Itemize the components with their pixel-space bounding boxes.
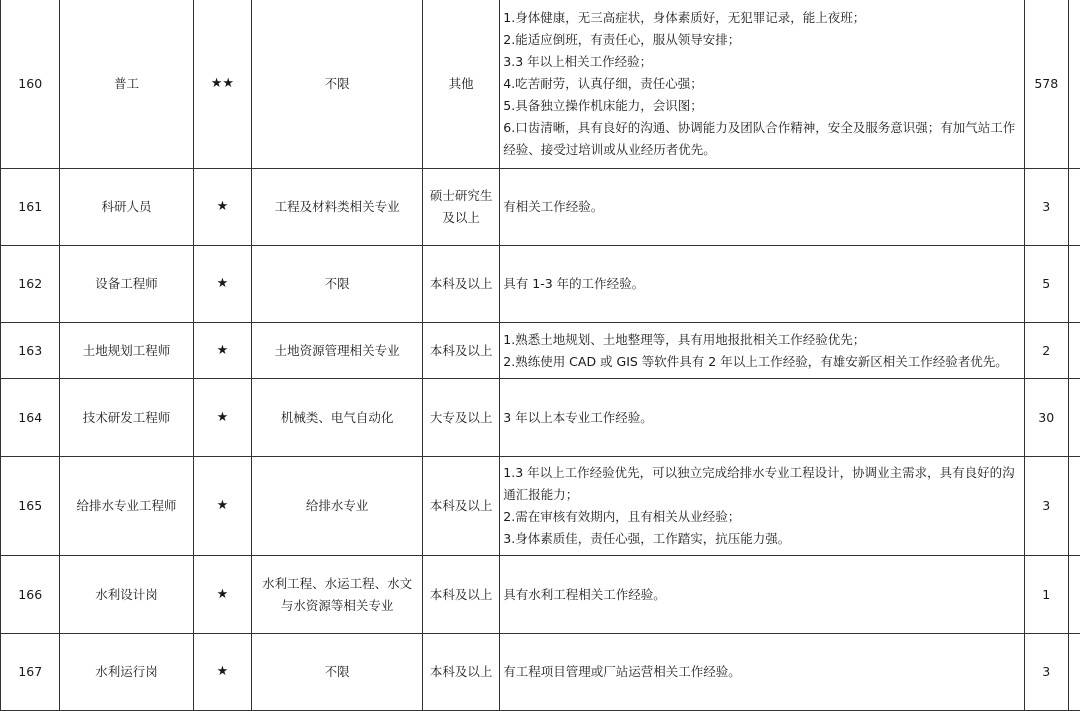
row-id: 165 [1,457,60,556]
star-rating: ★ [193,169,251,246]
education-requirement: 本科及以上 [423,556,500,634]
truncated-column [1068,169,1080,246]
education-requirement: 其他 [423,0,500,169]
education-requirement: 本科及以上 [423,246,500,323]
headcount: 578 [1024,0,1068,169]
major-requirement: 机械类、电气自动化 [252,379,423,457]
job-title: 土地规划工程师 [60,323,193,379]
major-requirement: 水利工程、水运工程、水文与水资源等相关专业 [252,556,423,634]
job-requirements [500,169,1025,246]
requirement-line: 2.需在审核有效期内，且有相关从业经验； [503,506,1021,528]
education-requirement: 本科及以上 [423,634,500,711]
major-requirement: 给排水专业 [252,457,423,556]
job-requirements [500,457,1025,556]
truncated-column [1068,556,1080,634]
job-requirements [500,0,1025,169]
star-rating: ★ [193,634,251,711]
truncated-column [1068,0,1080,169]
requirement-line: 3 年以上本专业工作经验。 [503,407,1021,429]
headcount: 5 [1024,246,1068,323]
truncated-column [1068,246,1080,323]
table-row [1,556,1080,634]
major-requirement: 土地资源管理相关专业 [252,323,423,379]
table-row [1,0,1080,169]
requirement-line: 有工程项目管理或厂站运营相关工作经验。 [503,661,1021,683]
row-id: 163 [1,323,60,379]
job-requirements [500,323,1025,379]
major-requirement: 不限 [252,634,423,711]
star-rating: ★ [193,246,251,323]
table-row [1,246,1080,323]
headcount: 3 [1024,457,1068,556]
requirement-line: 4.吃苦耐劳，认真仔细，责任心强； [503,73,1021,95]
row-id: 164 [1,379,60,457]
row-id: 166 [1,556,60,634]
truncated-column [1068,634,1080,711]
job-requirements [500,634,1025,711]
education-requirement: 本科及以上 [423,457,500,556]
star-rating: ★ [193,323,251,379]
table-row [1,634,1080,711]
major-requirement: 工程及材料类相关专业 [252,169,423,246]
star-rating: ★ [193,379,251,457]
requirement-line: 3.3 年以上相关工作经验； [503,51,1021,73]
headcount: 30 [1024,379,1068,457]
job-title: 水利设计岗 [60,556,193,634]
job-requirements [500,379,1025,457]
job-requirements [500,556,1025,634]
education-requirement: 大专及以上 [423,379,500,457]
headcount: 1 [1024,556,1068,634]
education-requirement: 硕士研究生及以上 [423,169,500,246]
requirement-line: 1.3 年以上工作经验优先，可以独立完成给排水专业工程设计，协调业主需求，具有良好的沟通汇报能力； [503,462,1021,506]
requirement-line: 具有水利工程相关工作经验。 [503,584,1021,606]
row-id: 167 [1,634,60,711]
job-title: 水利运行岗 [60,634,193,711]
requirement-line: 5.具备独立操作机床能力，会识图； [503,95,1021,117]
table-row [1,323,1080,379]
truncated-column [1068,457,1080,556]
star-rating: ★★ [193,0,251,169]
job-title: 给排水专业工程师 [60,457,193,556]
requirement-line: 具有 1-3 年的工作经验。 [503,273,1021,295]
truncated-column [1068,323,1080,379]
table-row [1,457,1080,556]
requirement-line: 1.身体健康，无三高症状，身体素质好，无犯罪记录，能上夜班； [503,7,1021,29]
job-title: 设备工程师 [60,246,193,323]
truncated-column [1068,379,1080,457]
star-rating: ★ [193,457,251,556]
row-id: 162 [1,246,60,323]
headcount: 3 [1024,169,1068,246]
major-requirement: 不限 [252,246,423,323]
headcount: 2 [1024,323,1068,379]
requirement-line: 6.口齿清晰，具有良好的沟通、协调能力及团队合作精神，安全及服务意识强；有加气站工作经验、接受过培训或从业经历者优先。 [503,117,1021,161]
table-row [1,379,1080,457]
requirement-line: 3.身体素质佳，责任心强，工作踏实，抗压能力强。 [503,528,1021,550]
row-id: 160 [1,0,60,169]
requirement-line: 2.能适应倒班，有责任心，服从领导安排； [503,29,1021,51]
education-requirement: 本科及以上 [423,323,500,379]
requirement-line: 有相关工作经验。 [503,196,1021,218]
requirement-line: 1.熟悉土地规划、土地整理等，具有用地报批相关工作经验优先； [503,329,1021,351]
table-row [1,169,1080,246]
job-title: 普工 [60,0,193,169]
job-title: 技术研发工程师 [60,379,193,457]
headcount: 3 [1024,634,1068,711]
job-title: 科研人员 [60,169,193,246]
major-requirement: 不限 [252,0,423,169]
job-requirements [500,246,1025,323]
star-rating: ★ [193,556,251,634]
requirement-line: 2.熟练使用 CAD 或 GIS 等软件具有 2 年以上工作经验，有雄安新区相关工作经验者优先。 [503,351,1021,373]
row-id: 161 [1,169,60,246]
